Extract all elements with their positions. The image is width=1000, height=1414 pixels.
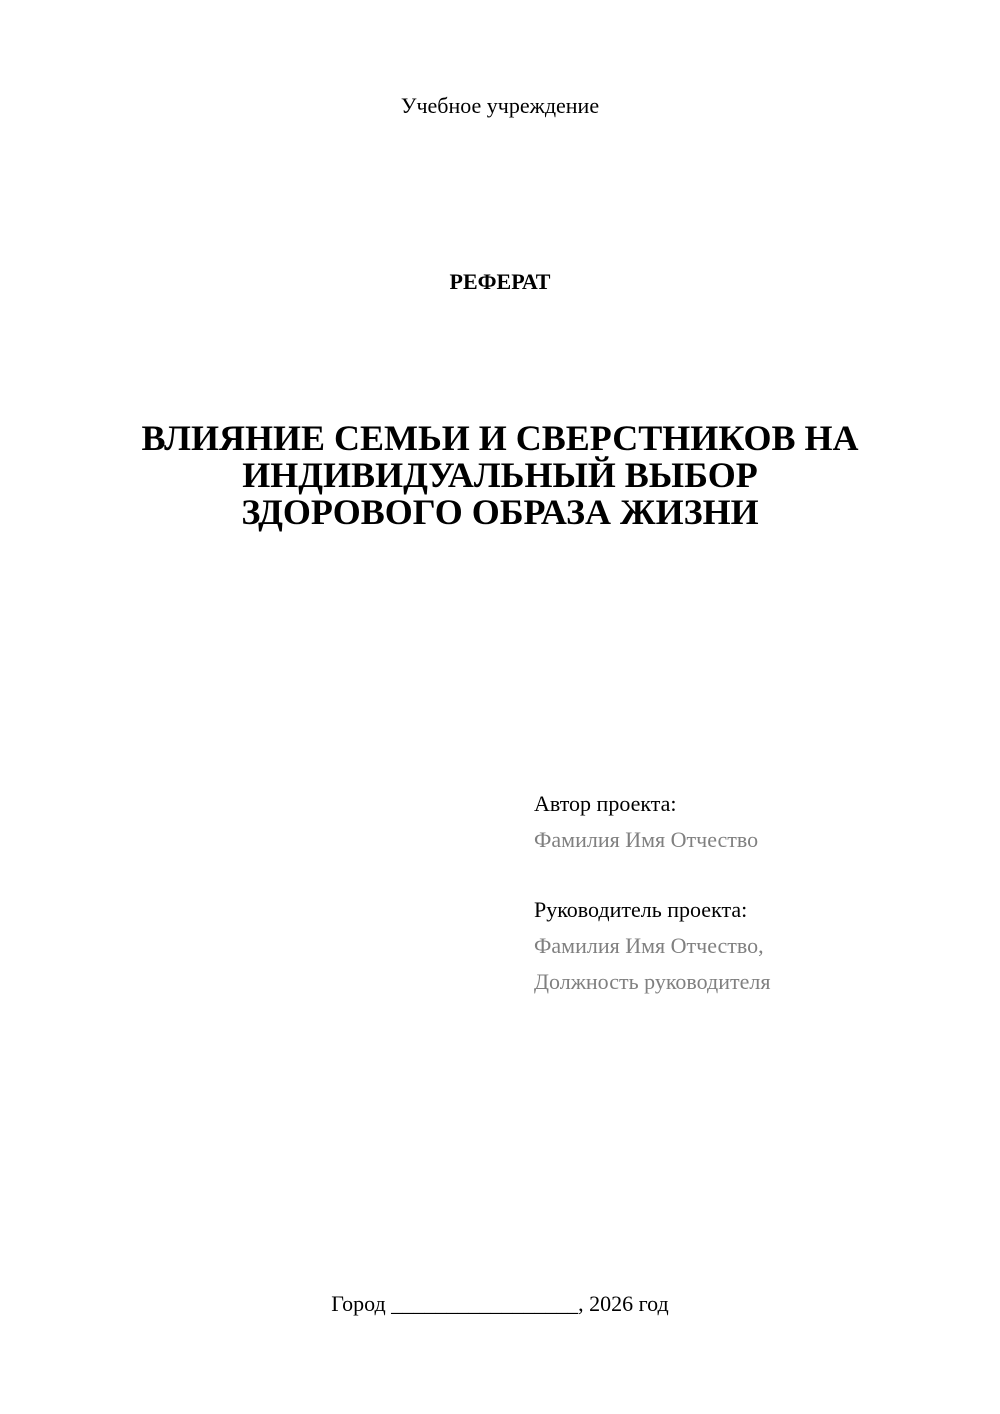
title-line-1: ВЛИЯНИЕ СЕМЬИ И СВЕРСТНИКОВ НА xyxy=(141,418,859,458)
title-line-3: ЗДОРОВОГО ОБРАЗА ЖИЗНИ xyxy=(241,492,759,532)
document-type: РЕФЕРАТ xyxy=(449,269,551,294)
author-label: Автор проекта: xyxy=(534,791,677,816)
author-name: Фамилия Имя Отчество xyxy=(534,827,759,852)
supervisor-label: Руководитель проекта: xyxy=(534,897,748,922)
title-line-2: ИНДИВИДУАЛЬНЫЙ ВЫБОР xyxy=(242,455,758,495)
city-year-line: Город _________________, 2026 год xyxy=(331,1291,669,1316)
supervisor-block xyxy=(534,892,770,1000)
supervisor-name: Фамилия Имя Отчество, xyxy=(534,933,764,958)
author-block xyxy=(534,786,758,858)
institution-name: Учебное учреждение xyxy=(400,93,600,118)
supervisor-position: Должность руководителя xyxy=(534,969,771,994)
document-title xyxy=(0,420,1000,531)
